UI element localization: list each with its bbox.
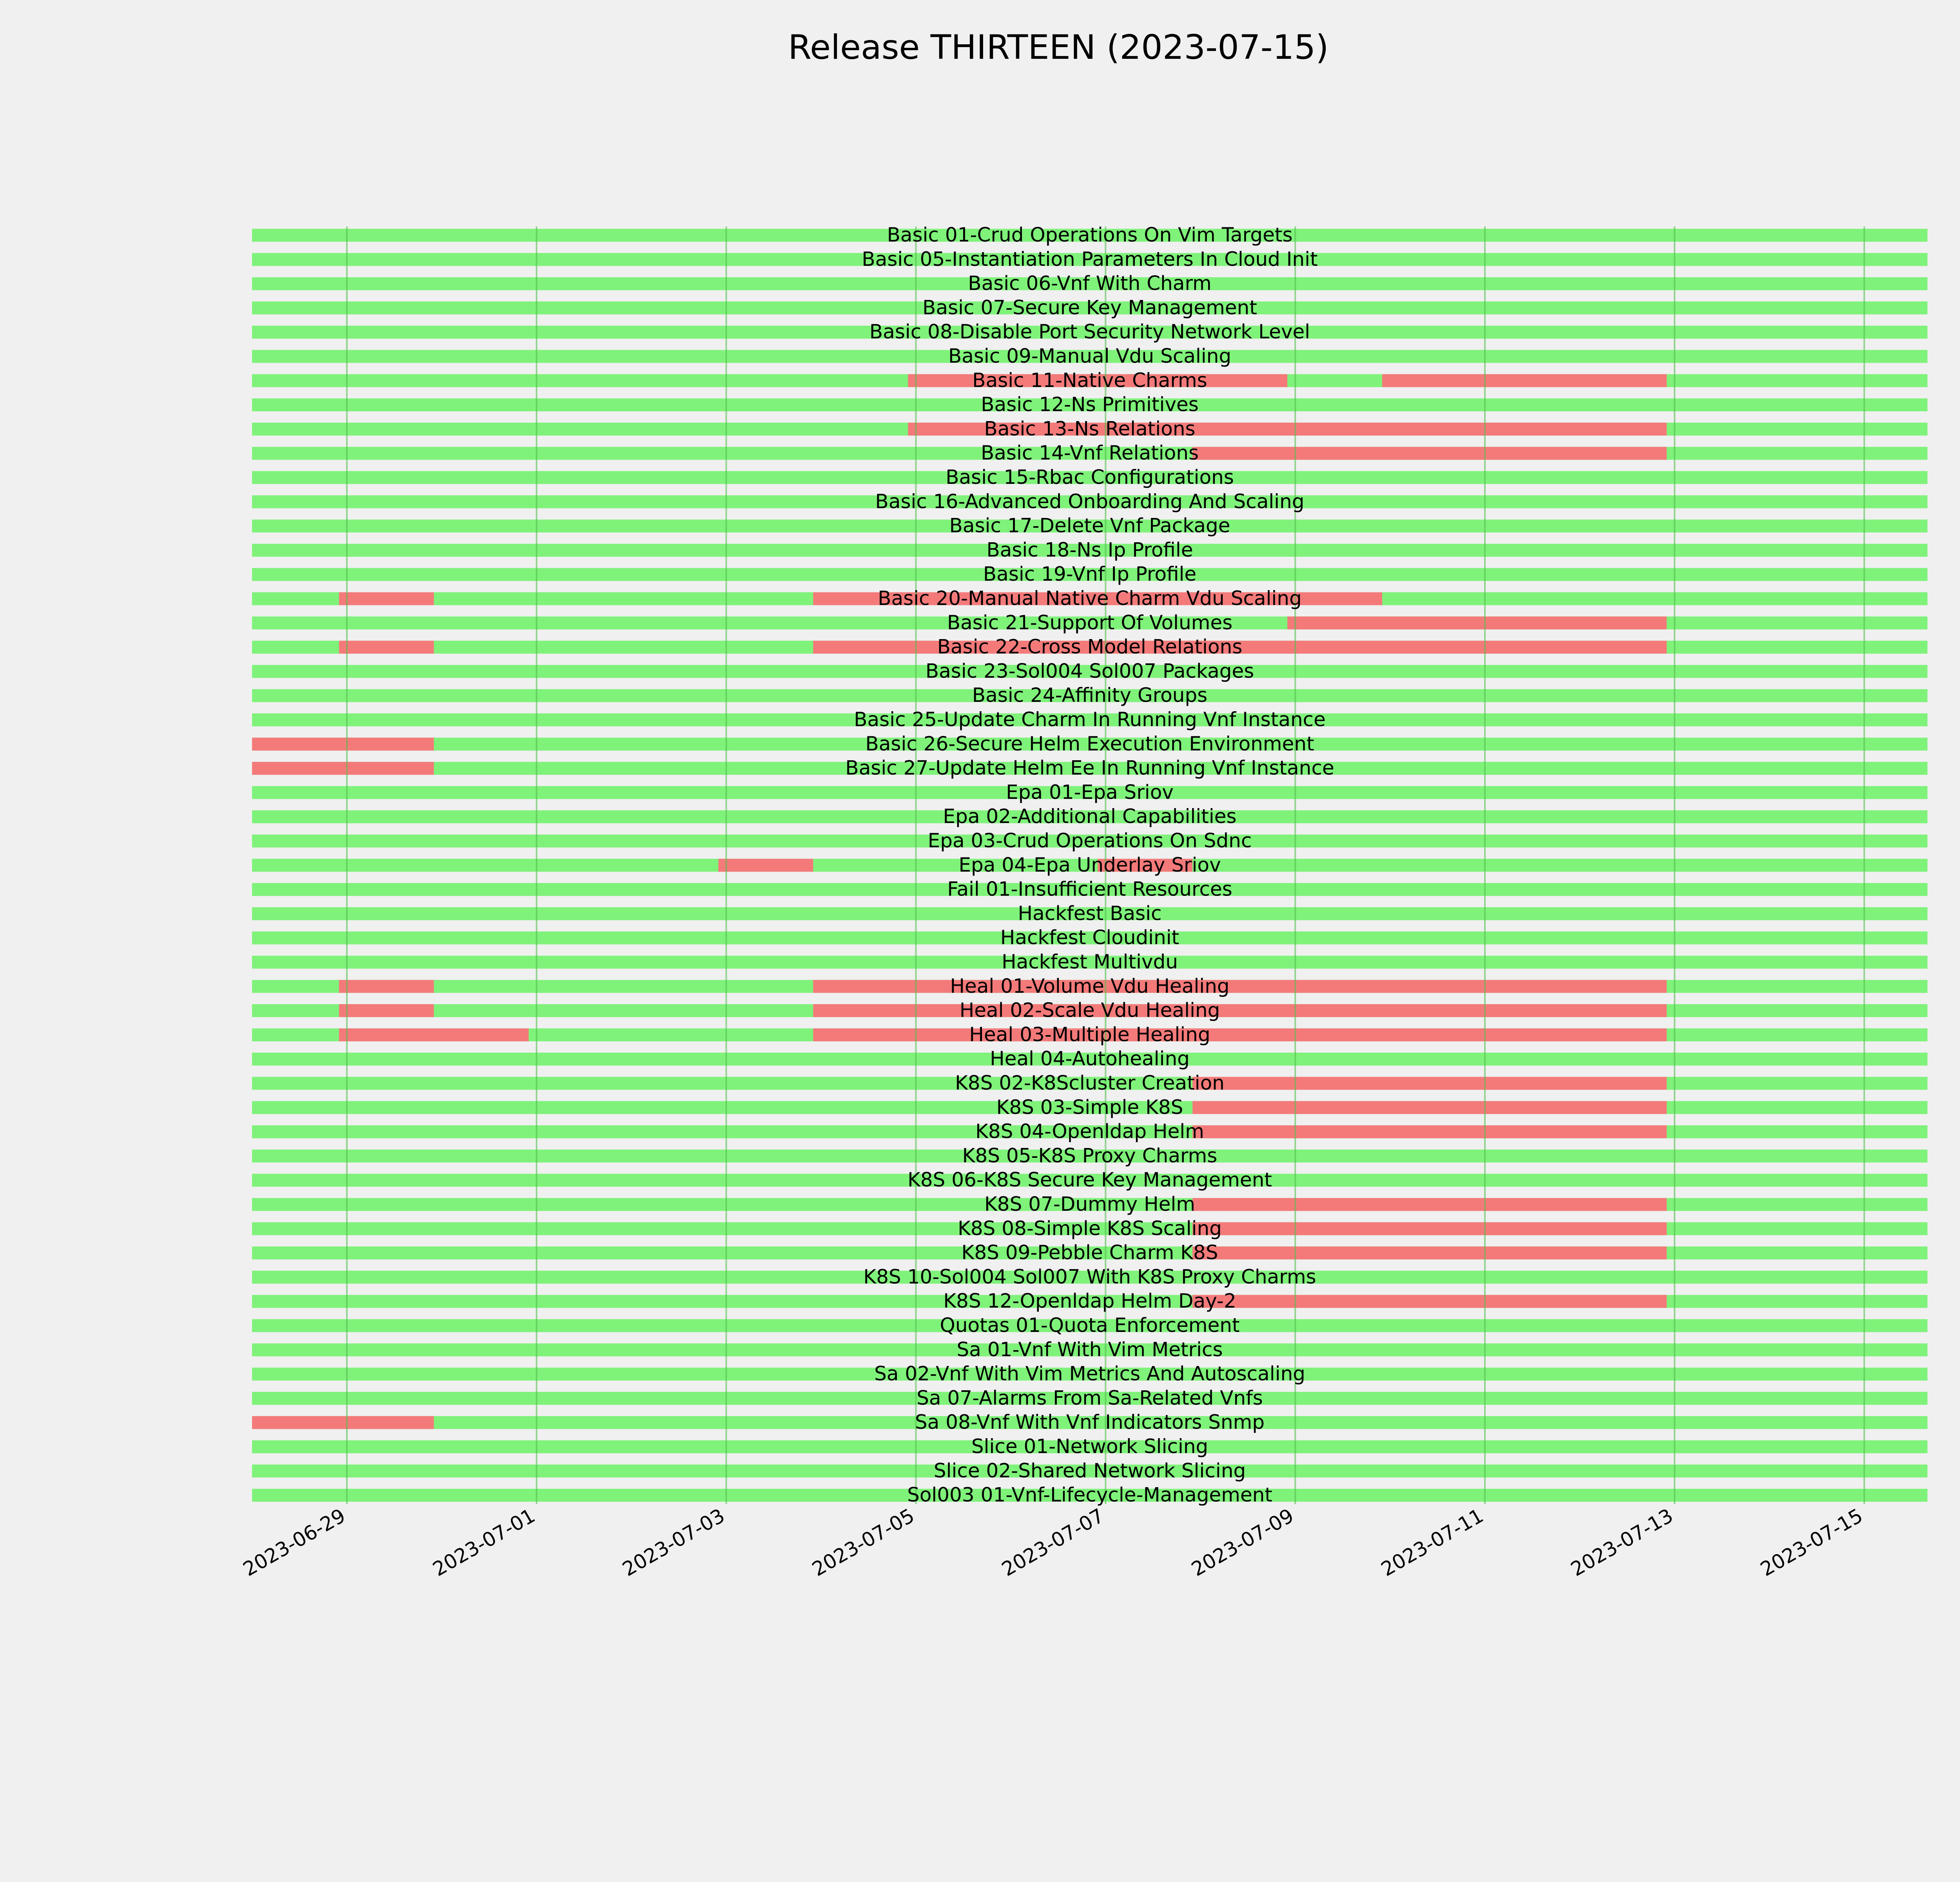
x-tick-label: 2023-07-01 xyxy=(429,1504,539,1581)
row-label: Basic 15-Rbac Configurations xyxy=(946,466,1234,489)
x-tick-label: 2023-06-29 xyxy=(239,1504,349,1581)
row-label: Basic 18-Ns Ip Profile xyxy=(986,538,1193,561)
fail-bar xyxy=(1192,447,1667,460)
row-label: Basic 09-Manual Vdu Scaling xyxy=(948,345,1232,367)
fail-bar xyxy=(252,738,434,750)
row-label: K8S 10-Sol004 Sol007 With K8S Proxy Charms xyxy=(863,1265,1316,1288)
row-label: Basic 20-Manual Native Charm Vdu Scaling xyxy=(878,587,1302,610)
fail-bar xyxy=(252,762,434,775)
fail-bar xyxy=(813,980,1666,993)
row-label: Basic 07-Secure Key Management xyxy=(922,296,1257,319)
fail-bar xyxy=(1192,1101,1667,1114)
fail-bar xyxy=(339,592,434,605)
row-label: Heal 03-Multiple Healing xyxy=(969,1023,1210,1046)
row-label: Basic 01-Crud Operations On Vim Targets xyxy=(887,223,1293,246)
row-label: Heal 01-Volume Vdu Healing xyxy=(950,974,1230,997)
x-tick-label: 2023-07-15 xyxy=(1757,1504,1867,1581)
row-label: Heal 02-Scale Vdu Healing xyxy=(959,999,1220,1022)
x-tick-label: 2023-07-11 xyxy=(1377,1504,1488,1581)
row-label: Epa 03-Crud Operations On Sdnc xyxy=(927,829,1252,852)
row-label: Basic 19-Vnf Ip Profile xyxy=(983,563,1197,586)
row-label: Epa 01-Epa Sriov xyxy=(1006,781,1174,804)
fail-bar xyxy=(1192,1077,1667,1090)
chart-title: Release THIRTEEN (2023-07-15) xyxy=(788,28,1329,67)
fail-bar xyxy=(1287,616,1667,629)
row-label: Basic 12-Ns Primitives xyxy=(981,393,1199,416)
row-label: Quotas 01-Quota Enforcement xyxy=(940,1314,1240,1337)
row-label: Sa 02-Vnf With Vim Metrics And Autoscaling xyxy=(874,1362,1305,1385)
row-label: Basic 14-Vnf Relations xyxy=(980,441,1199,465)
row-label: Basic 23-Sol004 Sol007 Packages xyxy=(925,659,1254,683)
x-tick-label: 2023-07-03 xyxy=(618,1504,729,1581)
row-label: Basic 05-Instantiation Parameters In Cloud Init xyxy=(862,247,1318,271)
row-label: Sa 01-Vnf With Vim Metrics xyxy=(956,1338,1223,1361)
row-label: K8S 02-K8Scluster Creation xyxy=(955,1072,1225,1094)
row-label: K8S 09-Pebble Charm K8S xyxy=(961,1241,1218,1264)
row-label: Sa 08-Vnf With Vnf Indicators Snmp xyxy=(915,1411,1265,1434)
x-tick-label: 2023-07-07 xyxy=(998,1504,1108,1581)
row-label: Hackfest Multivdu xyxy=(1002,950,1178,973)
row-label: Hackfest Basic xyxy=(1018,902,1162,925)
row-label: Basic 11-Native Charms xyxy=(972,369,1207,392)
row-label: Basic 21-Support Of Volumes xyxy=(947,611,1233,634)
row-label: Hackfest Cloudinit xyxy=(1000,926,1180,949)
row-label: Basic 27-Update Helm Ee In Running Vnf Instance xyxy=(845,756,1334,779)
row-label: K8S 08-Simple K8S Scaling xyxy=(958,1217,1222,1240)
x-tick-label: 2023-07-09 xyxy=(1187,1504,1298,1581)
row-label: Basic 06-Vnf With Charm xyxy=(968,272,1212,295)
row-label: K8S 03-Simple K8S xyxy=(996,1095,1183,1119)
fail-bar xyxy=(813,1028,1666,1041)
row-label: K8S 06-K8S Secure Key Management xyxy=(907,1168,1272,1192)
fail-bar xyxy=(1192,1295,1667,1308)
row-label: Basic 26-Secure Helm Execution Environment xyxy=(865,732,1314,755)
fail-bar xyxy=(1382,374,1667,387)
fail-bar xyxy=(1192,1246,1667,1259)
row-label: Slice 02-Shared Network Slicing xyxy=(933,1459,1246,1482)
row-label: Basic 24-Affinity Groups xyxy=(972,684,1208,707)
row-label: Slice 01-Network Slicing xyxy=(971,1435,1209,1458)
fail-bar xyxy=(1192,1125,1667,1138)
row-label: Basic 13-Ns Relations xyxy=(984,417,1196,440)
row-label: Epa 04-Epa Underlay Sriov xyxy=(958,853,1221,876)
row-label: K8S 05-K8S Proxy Charms xyxy=(962,1144,1218,1167)
row-label: Basic 25-Update Charm In Running Vnf Instance xyxy=(854,708,1326,731)
row-label: Basic 17-Delete Vnf Package xyxy=(949,514,1230,537)
row-label: Sol003 01-Vnf-Lifecycle-Management xyxy=(907,1483,1272,1506)
fail-bar xyxy=(813,1004,1666,1017)
row-label: Basic 08-Disable Port Security Network Level xyxy=(869,320,1310,343)
row-label: K8S 07-Dummy Helm xyxy=(984,1193,1195,1215)
row-label: Epa 02-Additional Capabilities xyxy=(943,805,1237,828)
row-label: Heal 04-Autohealing xyxy=(990,1047,1190,1070)
fail-bar xyxy=(339,1028,529,1041)
row-label: Basic 22-Cross Model Relations xyxy=(937,635,1243,658)
fail-bar xyxy=(339,1004,434,1017)
fail-bar xyxy=(339,980,434,993)
fail-bar xyxy=(1192,1198,1667,1211)
x-tick-label: 2023-07-05 xyxy=(808,1504,918,1581)
row-label: Fail 01-Insufficient Resources xyxy=(947,877,1232,901)
fail-bar xyxy=(252,1416,434,1429)
x-tick-label: 2023-07-13 xyxy=(1567,1504,1677,1581)
row-label: K8S 04-Openldap Helm xyxy=(975,1120,1204,1143)
fail-bar xyxy=(1192,1222,1667,1235)
fail-bar xyxy=(339,641,434,654)
row-label: Sa 07-Alarms From Sa-Related Vnfs xyxy=(916,1386,1263,1410)
fail-bar xyxy=(718,859,813,872)
row-label: Basic 16-Advanced Onboarding And Scaling xyxy=(875,490,1305,513)
row-label: K8S 12-Openldap Helm Day-2 xyxy=(943,1290,1236,1313)
